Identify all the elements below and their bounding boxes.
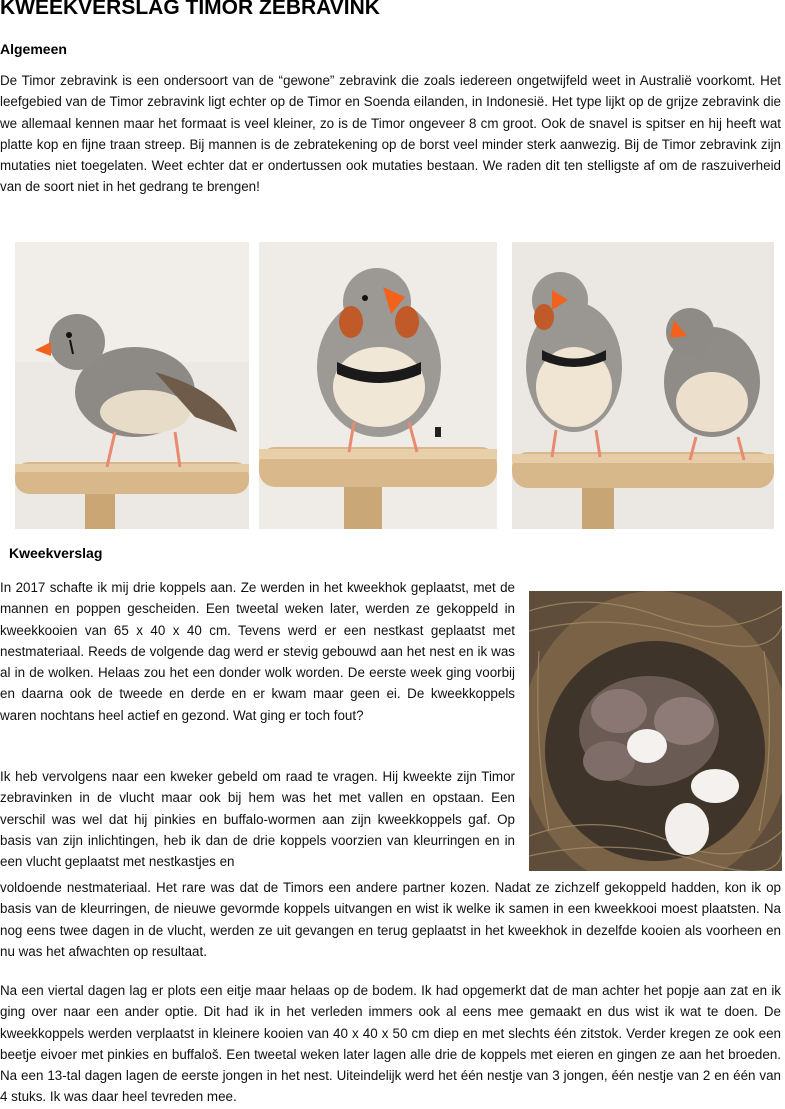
section-heading-breeding: Kweekverslag (9, 545, 103, 561)
page-title: KWEEKVERSLAG TIMOR ZEBRAVINK (0, 0, 380, 19)
intro-paragraph: De Timor zebravink is een ondersoort van de “gewone” zebravink die zoals iedereen ongetwijfeld weet in Australië voorkomt. Het leefgebied van de Timor zebravink ligt echter op de Timor en Soenda eilanden, in Indonesië. Het type lijkt op de grijze zebravink die we allemaal kennen maar het formaat is veel kleiner, zo is de Timor ongeveer 8 cm groot. Ook de snavel is spitser en hij heeft wat platte kop en fijne traan streep. Bij mannen is de zebratekening op de borst veel minder sterk aanwezig. Bij de Timor zebravink zijn mutaties niet toegelaten. Weet echter dat er ondertussen ook mutaties bestaan. We raden dit ten stelligste af om de raszuiverheid van de soort niet in het gedrang te brengen! (0, 73, 781, 195)
breeding-paragraph-2b: voldoende nestmateriaal. Het rare was dat de Timors een andere partner kozen. Nadat ze zichzelf gekoppeld hadden, kon ik op basis van de kleurringen, de nieuwe gevormde koppels uitvangen en wist ik welke ik samen in een kweekkooi moest plaatsten. Na nog eens twee dagen in de vlucht, werden ze uit gevangen en terug geplaatst in het kweekhok in dezelfde kooien als voorheen en nu was het afwachten op resultaat. (0, 880, 781, 959)
photo-finch-single (15, 242, 249, 529)
photo-finch-pair (512, 242, 774, 529)
photo-nest-chicks (529, 591, 782, 871)
breeding-paragraph-2a: Ik heb vervolgens naar een kweker gebeld om raad te vragen. Hij kweekte zijn Timor zebravinken in de vlucht maar ook bij hem was het met vallen en opstaan. Een verschil was wel dat hij pinkies en buffalo-wormen aan zijn kweekkoppels gaf. Op basis van zijn inlichtingen, heb ik dan de drie koppels voorzien van kleurringen en in een vlucht geplaatst met nestkastjes en (0, 769, 515, 870)
breeding-paragraph-3: Na een viertal dagen lag er plots een eitje maar helaas op de bodem. Ik had opgemerkt dat de man achter het popje aan zat en ik ging over naar een ander optie. Dit had ik in het verleden immers ook al eens mee gemaakt en dus wist ik wat te doen. De kweekkoppels werden verplaatst in kleinere kooien van 40 x 40 x 50 cm diep en met slechts één zitstok. Verder kregen ze ook een beetje eivoer met pinkies en buffaloš. Een tweetal weken later lagen alle drie de koppels met eieren en gingen ze aan het broeden. Na een 13-tal dagen lagen de eerste jongen in het nest. Uiteindelijk werd het één nestje van 3 jongen, één nestje van 2 en één van 4 stuks. Ik was daar heel tevreden mee. (0, 983, 781, 1105)
breeding-paragraph-1: In 2017 schafte ik mij drie koppels aan. Ze werden in het kweekhok geplaatst, met de mannen en poppen gescheiden. Een tweetal weken later, werden ze gekoppeld in kweekkooien van 65 x 40 x 40 cm. Tevens werd er een nestkast geplaatst met nestmateriaal. Reeds de volgende dag werd er stevig gebouwd aan het nest en ik was al in de wolken. Helaas zou het een donder wolk worden. De eerste week ging voorbij en daarna ook de tweede en derde en er kwam maar geen ei. De kweekkoppels waren nochtans heel actief en gezond. Wat ging er toch fout? (0, 580, 515, 723)
section-heading-general: Algemeen (0, 41, 67, 57)
photo-finch-front (259, 242, 497, 529)
